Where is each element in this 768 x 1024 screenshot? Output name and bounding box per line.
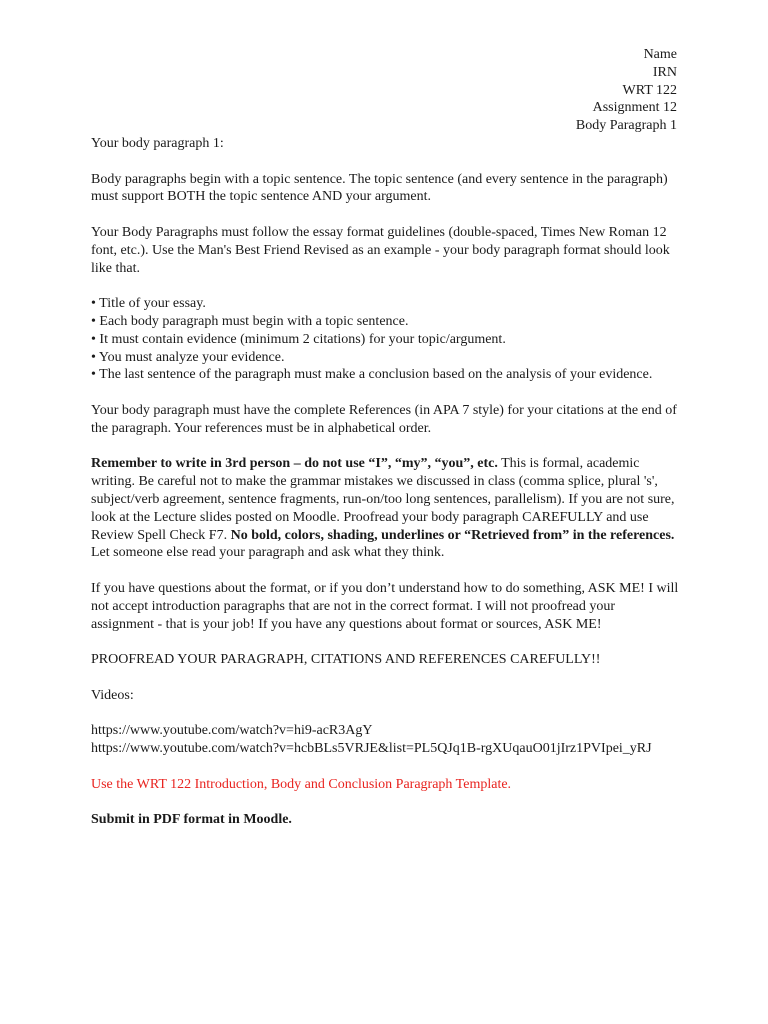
header-title: Body Paragraph 1: [575, 118, 677, 134]
remember-bold-mid: No bold, colors, shading, underlines or “Retrieved from” in the references.: [230, 527, 675, 543]
paragraph-format-guidelines: Your Body Paragraphs must follow the essay format guidelines (double-spaced, Times New Roman 12 font, etc.). Use the Man's Best Friend Revised as an example - your body paragraph format should look like that.: [91, 224, 670, 276]
list-item: • The last sentence of the paragraph must make a conclusion based on the analysis of your evidence.: [91, 367, 653, 383]
videos-label: Videos:: [91, 687, 134, 703]
video-link-1[interactable]: https://www.youtube.com/watch?v=hi9-acR3AgY: [91, 723, 373, 739]
list-item: • Each body paragraph must begin with a topic sentence.: [91, 313, 409, 329]
header-course: WRT 122: [622, 82, 677, 98]
remember-text-1: This is formal, academic writing. Be careful not to make the grammar mistakes we discussed in class (comma splice, plural 's', subject/verb agreement, sentence fragments, run-on/too long sentences, parallelism). If you are not sure, look at the Lecture slides posted on Moodle. Proofread your body paragraph CAREFULLY and use Review Spell Check F7.: [91, 456, 675, 543]
paragraph-remember: [91, 455, 681, 562]
list-item: • Title of your essay.: [91, 296, 206, 312]
remember-text-2: Let someone else read your paragraph and ask what they think.: [91, 545, 445, 561]
proofread-notice: PROOFREAD YOUR PARAGRAPH, CITATIONS AND REFERENCES CAREFULLY!!: [91, 652, 601, 668]
header-irn: IRN: [652, 64, 677, 80]
requirements-list: [91, 295, 681, 384]
header-block: [91, 46, 681, 135]
header-name: Name: [643, 47, 677, 62]
list-item: • It must contain evidence (minimum 2 citations) for your topic/argument.: [91, 331, 506, 347]
paragraph-questions: If you have questions about the format, or if you don’t understand how to do something, ASK ME! I will not accept introduction paragraphs that are not in the correct format. I will not proofread your assignment - that is your job! If you have any questions about format or sources, ASK ME!: [91, 580, 679, 632]
header-assignment: Assignment 12: [592, 100, 677, 116]
video-link-2[interactable]: https://www.youtube.com/watch?v=hcbBLs5VRJE&list=PL5QJq1B-rgXUqauO01jIrz1PVIpei_yRJ: [91, 741, 652, 757]
submit-note: Submit in PDF format in Moodle.: [91, 812, 292, 828]
paragraph-topic-sentence: Body paragraphs begin with a topic sentence. The topic sentence (and every sentence in the paragraph) must support BOTH the topic sentence AND your argument.: [91, 171, 668, 205]
intro-label: Your body paragraph 1:: [91, 135, 224, 151]
remember-bold-lead: Remember to write in 3rd person – do not use “I”, “my”, “you”, etc.: [91, 456, 498, 472]
list-item: • You must analyze your evidence.: [91, 349, 285, 365]
paragraph-references: Your body paragraph must have the complete References (in APA 7 style) for your citations at the end of the paragraph. Your references must be in alphabetical order.: [91, 402, 677, 436]
document-page: [91, 46, 681, 847]
template-note: Use the WRT 122 Introduction, Body and Conclusion Paragraph Template.: [91, 776, 512, 792]
